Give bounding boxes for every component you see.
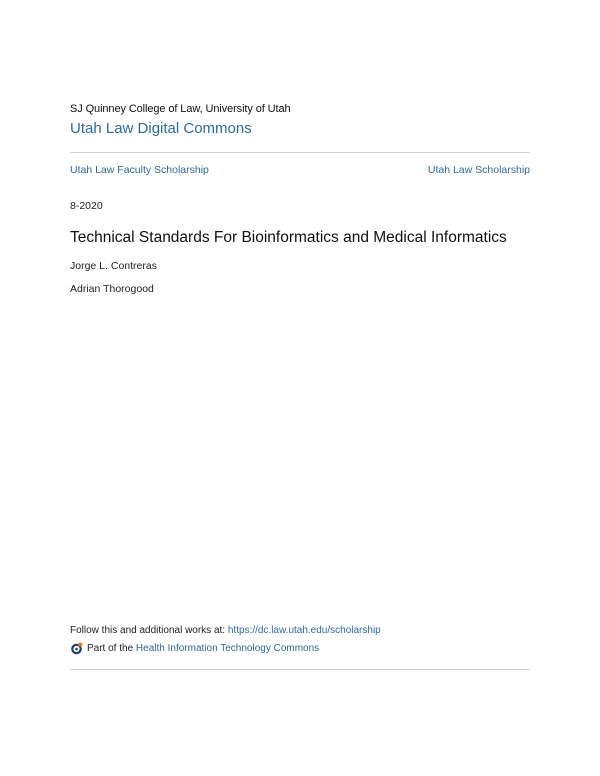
bottom-divider [70,669,530,670]
network-icon [70,642,83,655]
author-2: Adrian Thorogood [70,283,154,295]
follow-prefix: Follow this and additional works at: [70,625,228,636]
author-1: Jorge L. Contreras [70,260,157,272]
publication-date: 8-2020 [70,200,103,212]
repository-link[interactable]: Utah Law Digital Commons [70,120,252,137]
law-scholarship-link[interactable]: Utah Law Scholarship [427,164,530,176]
paper-title: Technical Standards For Bioinformatics and Medical Informatics [70,229,507,246]
scholarship-url-link[interactable]: https://dc.law.utah.edu/scholarship [227,625,381,636]
part-of-prefix: Part of the [87,643,136,654]
follow-line [70,625,381,636]
faculty-scholarship-link[interactable]: Utah Law Faculty Scholarship [70,164,209,176]
top-divider [70,152,530,153]
part-of-line [70,642,319,655]
health-it-commons-link[interactable]: Health Information Technology Commons [135,643,320,654]
institution-name: SJ Quinney College of Law, University of Utah [70,103,291,115]
